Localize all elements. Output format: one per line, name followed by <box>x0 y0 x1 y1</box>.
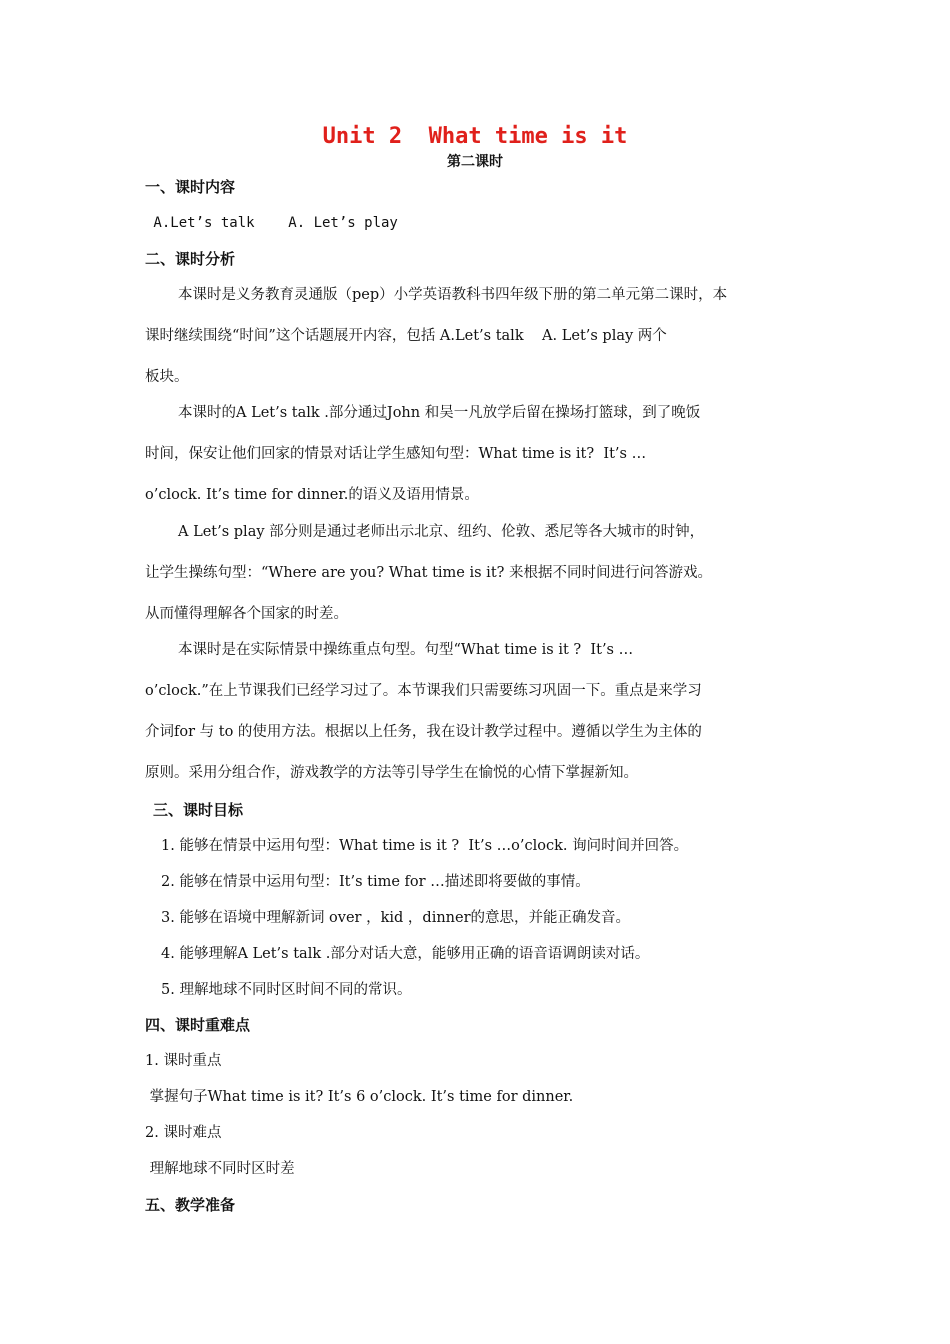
section-heading-objectives: 三、课时目标 <box>153 801 244 819</box>
objective-item: 5. 理解地球不同时区时间不同的常识。 <box>161 982 412 998</box>
section-heading-analysis: 二、课时分析 <box>145 250 236 268</box>
objective-item: 1. 能够在情景中运用句型：What time is it ? It’s …o’clock. 询问时间并回答。 <box>161 838 689 854</box>
section-heading-key-points: 四、课时重难点 <box>145 1016 251 1034</box>
key-point-text: 掌握句子What time is it? It’s 6 o’clock. It’s time for dinner. <box>145 1089 574 1105</box>
analysis-paragraph-1-line-1: 本课时是义务教育灵通版（pep）小学英语教科书四年级下册的第二单元第二课时，本 <box>178 287 728 303</box>
objective-item: 3. 能够在语境中理解新词 over ，kid ，dinner的意思，并能正确发音。 <box>161 910 631 926</box>
analysis-paragraph-4-line-2: o’clock.”在上节课我们已经学习过了。本节课我们只需要练习巩固一下。重点是来学习 <box>145 683 702 699</box>
analysis-paragraph-1-line-2: 课时继续围绕“时间”这个话题展开内容，包括 A.Let’s talk A. Let’s play 两个 <box>145 328 667 344</box>
difficulty-subheading: 2. 课时难点 <box>145 1125 222 1141</box>
key-point-subheading: 1. 课时重点 <box>145 1053 222 1069</box>
analysis-paragraph-4-line-3: 介词for 与 to 的使用方法。根据以上任务，我在设计教学过程中。遵循以学生为主体的 <box>145 724 702 740</box>
analysis-paragraph-3-line-1: A Let’s play 部分则是通过老师出示北京、纽约、伦敦、悉尼等各大城市的时钟， <box>178 524 705 540</box>
analysis-paragraph-3-line-3: 从而懂得理解各个国家的时差。 <box>145 606 348 622</box>
section-heading-content: 一、课时内容 <box>145 178 236 196</box>
objective-item: 4. 能够理解A Let’s talk .部分对话大意，能够用正确的语音语调朗读对话。 <box>161 946 650 962</box>
analysis-paragraph-2-line-1: 本课时的A Let’s talk .部分通过John 和吴一凡放学后留在操场打篮球，到了晚饭 <box>178 405 701 421</box>
analysis-paragraph-4-line-1: 本课时是在实际情景中操练重点句型。句型“What time is it ? It’s … <box>178 642 634 658</box>
section-heading-preparation: 五、教学准备 <box>145 1196 236 1214</box>
analysis-paragraph-1-line-3: 板块。 <box>145 369 189 385</box>
analysis-paragraph-2-line-2: 时间，保安让他们回家的情景对话让学生感知句型：What time is it? It’s … <box>145 446 647 462</box>
content-line: A.Let’s talk A. Let’s play <box>145 215 398 231</box>
difficulty-text: 理解地球不同时区时差 <box>145 1161 295 1177</box>
document-subtitle: 第二课时 <box>447 154 503 170</box>
analysis-paragraph-2-line-3: o’clock. It’s time for dinner.的语义及语用情景。 <box>145 487 479 503</box>
analysis-paragraph-3-line-2: 让学生操练句型：“Where are you? What time is it? 来根据不同时间进行问答游戏。 <box>145 565 713 581</box>
analysis-paragraph-4-line-4: 原则。采用分组合作，游戏教学的方法等引导学生在愉悦的心情下掌握新知。 <box>145 765 638 781</box>
objective-item: 2. 能够在情景中运用句型：It’s time for …描述即将要做的事情。 <box>161 874 590 890</box>
document-title: Unit 2 What time is it <box>322 124 628 149</box>
